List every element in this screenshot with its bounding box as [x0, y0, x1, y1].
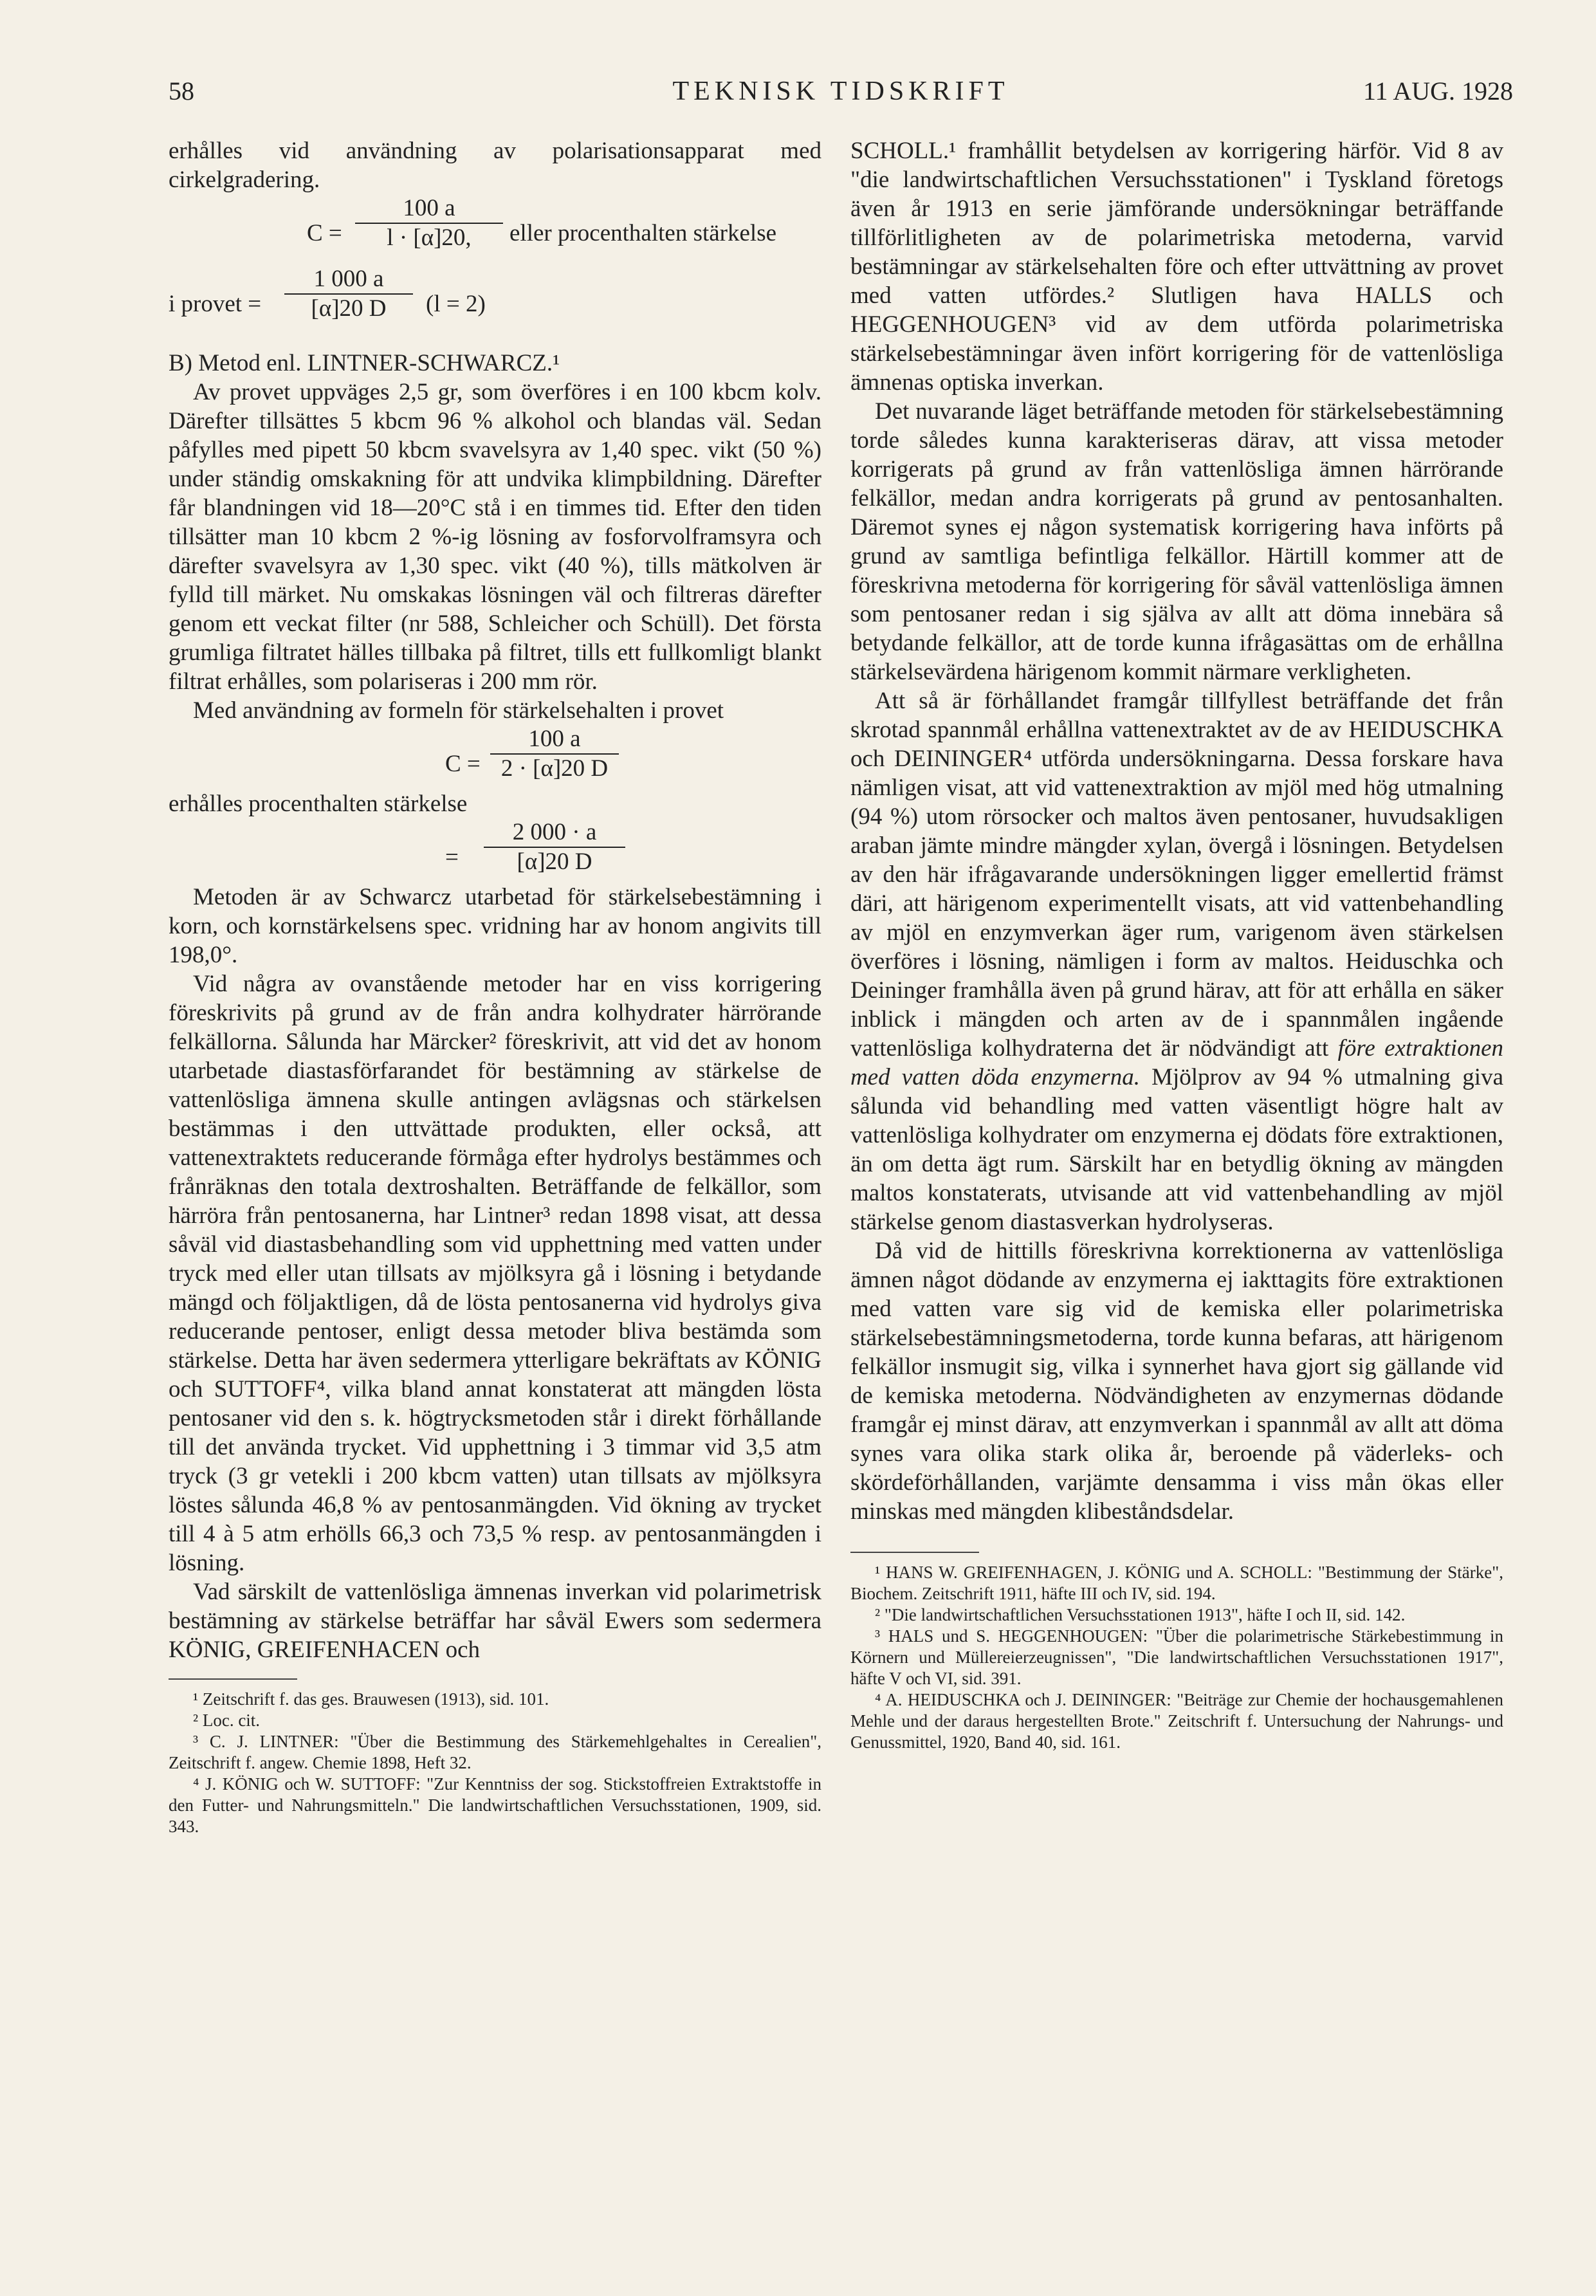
- formula-lhs: C =: [445, 751, 481, 777]
- paragraph: Metoden är av Schwarcz utarbetad för stärkelsebestämning i korn, och kornstärkelsens spec. vridning har av honom angivits till 198,0°.: [169, 884, 821, 968]
- issue-date: 11 AUG. 1928: [1363, 77, 1513, 106]
- formula-3: [169, 725, 821, 789]
- formula-lhs: =: [445, 844, 459, 870]
- page-number: 58: [169, 77, 194, 106]
- footnote: ² "Die landwirtschaftlichen Versuchsstationen 1913", häfte I och II, sid. 142.: [875, 1605, 1406, 1624]
- left-column: [169, 136, 821, 1837]
- formula-fraction: [484, 818, 625, 876]
- footnote-divider: [850, 1552, 979, 1553]
- footnote: ¹ Zeitschrift f. das ges. Brauwesen (1913), sid. 101.: [193, 1689, 549, 1709]
- emphasis-text: före extraktionen med vatten döda enzymerna.: [850, 1035, 1504, 1090]
- paragraph-text: Att så är förhållandet framgår tillfyllest beträffande det från skrotad spannmål erhållna vattenextraktet av de av HEIDUSCHKA och DEININGER⁴ utförda undersökningarna. Dessa forskare hava nämligen visat, att vid vattenextraktion av mjöl med hög utmalning (94 %) utom rörsocker och maltos även pentosaner, huvudsakligen araban jämte mindre mängder xylan, övergå i lösningen. Betydelsen av den här ifrågavarande undersökningen ligger emellertid främst däri, att härigenom experimentellt visats, att vid vattenbehandling av mjöl en enzymverkan äger rum, varigenom även stärkelsen överföres i lösning, nämligen i form av maltos. Heiduschka och Deininger framhålla även på grund härav, att för att erhålla en säker inblick i mängden och arten av de i spannmålen ingående vattenlösliga kolhydraterna det är nödvändigt att: [850, 688, 1503, 1061]
- formula-tail: (l = 2): [426, 291, 486, 317]
- formula-fraction: [284, 265, 413, 323]
- paragraph: erhålles procenthalten stärkelse: [169, 791, 468, 817]
- denominator: 2 · [α]20 D: [500, 755, 609, 782]
- numerator: 1 000 a: [313, 266, 384, 292]
- formula-2: [169, 265, 821, 349]
- section-heading: B) Metod enl. LINTNER-SCHWARCZ.¹: [169, 350, 560, 376]
- right-column: [850, 136, 1503, 1753]
- numerator: 100 a: [403, 195, 455, 221]
- page-header: [169, 76, 1513, 115]
- formula-tail: eller procenthalten stärkelse: [509, 220, 777, 246]
- paragraph: Med användning av formeln för stärkelsehalten i provet: [193, 697, 724, 724]
- footnote: ⁴ J. KÖNIG och W. SUTTOFF: "Zur Kenntniss der sog. Stickstoffreien Extraktstoffe in den Futter- und Nahrungsmitteln." Die landwirtschaftlichen Versuchsstationen, 1909, sid. 343.: [169, 1774, 821, 1836]
- footnote: ¹ HANS W. GREIFENHAGEN, J. KÖNIG und A. SCHOLL: "Bestimmung der Stärke", Biochem. Zeitschrift 1911, häfte III och IV, sid. 194.: [850, 1563, 1503, 1603]
- paragraph: [850, 686, 1503, 1236]
- paragraph: SCHOLL.¹ framhållit betydelsen av korrigering härför. Vid 8 av "die landwirtschaftlichen Versuchsstationen" i Tyskland företogs även år 1913 en serie jämförande undersökningar beträffande tillförlitligheten av de polarimetriska metoderna, varvid bestämningar av stärkelsehalten före och efter uttvättning av provet med vatten utfördes.² Slutligen hava HALLS och HEGGENHOUGEN³ vid av dem utförda polarimetriska stärkelsebestämningar även infört korrigering för de vattenlösliga ämnenas optiska inverkan.: [850, 138, 1503, 396]
- paragraph: erhålles vid användning av polarisationsapparat med cirkelgradering.: [169, 138, 821, 193]
- formula-1: [169, 194, 821, 265]
- numerator: 2 000 · a: [512, 819, 597, 845]
- formula-4: [169, 818, 821, 883]
- paragraph: Då vid de hittills föreskrivna korrektionerna av vattenlösliga ämnen något dödande av enzymerna ej iakttagits före extraktionen med vatten vare sig vid de kemiska eller polarimetriska stärkelsebestämningsmetoderna, torde kunna befaras, att härigenom felkällor insmugit sig, vilka i synnerhet hava gjort sig gällande vid de kemiska metoderna. Nödvändigheten av enzymernas dödande framgår ej minst därav, att enzymverkan i spannmål av allt att döma synes vara olika stark olika år, beroende på väderleks- och skördeförhållanden, varjämte densamma i viss mån ökas eller minskas med mängden klibeståndsdelar.: [850, 1238, 1503, 1525]
- footnote: ² Loc. cit.: [193, 1711, 261, 1730]
- paragraph: Av provet uppväges 2,5 gr, som överföres i en 100 kbcm kolv. Därefter tillsättes 5 kbcm 96 % alkohol och blandas väl. Sedan påfylles med pipett 50 kbcm svavelsyra av 1,40 spec. vikt (50 %) under ständig omskakning för att undvika klimpbildning. Därefter får blandningen vid 18—20°C stå i en timmes tid. Efter den tiden tillsätter man 10 kbcm 2 %-ig lösning av fosforvolframsyra och därefter svavelsyra av 1,30 spec. vikt (40 %), tills mätkolven är fylld till märket. Nu omskakas lösningen väl och filtreras därefter genom ett veckat filter (nr 588, Schleicher och Schüll). Det första grumliga filtratet hälles tillbaka på filtret, tills ett fullkomligt blankt filtrat erhålles, som polariseras i 200 mm rör.: [169, 379, 821, 695]
- denominator: [α]20 D: [311, 295, 387, 322]
- paragraph: Vad särskilt de vattenlösliga ämnenas inverkan vid polarimetrisk bestämning av stärkelse beträffar har såväl Ewers som sedermera KÖNIG, GREIFENHACEN och: [169, 1579, 821, 1663]
- paragraph-text: Mjölprov av 94 % utmalning giva sålunda vid behandling med vatten väsentligt högre halt av vattenlösliga kolhydrater om enzymerna ej dödats före extraktionen, än om detta ägt rum. Särskilt har en betydlig ökning av mängden maltos konstaterats, utvisande att vid vattenbehandling av mjöl stärkelse genom diastasverkan hydrolyseras.: [850, 1064, 1503, 1235]
- denominator: [α]20 D: [517, 849, 592, 875]
- footnote: ³ C. J. LINTNER: "Über die Bestimmung des Stärkemehlgehaltes in Cerealien", Zeitschrift f. angew. Chemie 1898, Heft 32.: [169, 1732, 821, 1772]
- journal-title: TEKNISK TIDSKRIFT: [672, 77, 1009, 106]
- formula-fraction: [490, 725, 619, 783]
- numerator: 100 a: [528, 726, 581, 752]
- formula-lhs: i provet =: [169, 291, 262, 317]
- footnote: ⁴ A. HEIDUSCHKA och J. DEININGER: "Beiträge zur Chemie der hochausgemahlenen Mehle und der daraus hergestellten Brote." Zeitschrift f. Untersuchung der Nahrungs- und Genussmittel, 1920, Band 40, sid. 161.: [850, 1690, 1503, 1752]
- paragraph: Vid några av ovanstående metoder har en viss korrigering föreskrivits på grund av de från andra kolhydrater härrörande felkällorna. Sålunda har Märcker² föreskrivit, att vid det av honom utarbetade diastasförfarandet för bestämning av stärkelse de vattenlösliga ämnena skulle antingen avlägsnas och stärkelsen bestämmas i den uttvättade produkten, eller också, att vattenextraktets reducerande förmåga efter hydrolys bestämmes och frånräknas den totala dextroshalten. Beträffande de felkällor, som härröra från pentosanerna, har Lintner³ redan 1898 visat, att dessa såväl vid diastasbehandling som vid upphettning med vatten under tryck med eller utan tillsats av mjölksyra gå i lösning i betydande mängd och följaktligen, då de lösta pentosanerna vid hydrolys giva reducerande pentoser, enligt dessa metoder bliva bestämda som stärkelse. Detta har även sedermera ytterligare bekräftats av KÖNIG och SUTTOFF⁴, vilka bland annat konstaterat att mängden lösta pentosaner vid den s. k. högtrycksmetoden står i direkt förhållande till det använda trycket. Vid upphettning i 3 timmar vid 3,5 atm tryck (3 gr vetekli i 200 kbcm vatten) utan tillsats av mjölksyra löstes sålunda 46,8 % av pentosanmängden. Vid ökning av trycket till 4 à 5 atm erhölls 66,3 och 73,5 % resp. av pentosanmängden i lösning.: [169, 971, 821, 1576]
- formula-lhs: C =: [307, 220, 342, 246]
- denominator: l · [α]20,: [387, 225, 472, 251]
- formula-fraction: [355, 194, 503, 252]
- footnote-divider: [169, 1678, 297, 1680]
- footnote: ³ HALS und S. HEGGENHOUGEN: "Über die polarimetrische Stärkebestimmung in Körnern und Müllereierzeugnissen", "Die landwirtschaftlichen Versuchsstationen 1917", häfte V och VI, sid. 391.: [850, 1626, 1503, 1688]
- paragraph: Det nuvarande läget beträffande metoden för stärkelsebestämning torde således kunna karakteriseras därav, att vissa metoder korrigerats på grund av från vattenlösliga ämnen härrörande felkällor, medan andra korrigerats på grund av pentosanhalten. Däremot synes ej någon systematisk korrigering hava införts på grund av samtliga befintliga felkällor. Härtill kommer att de föreskrivna metoderna för korrigering för såväl vattenlösliga ämnen som pentosaner redan i sig själva av allt att döma innebära så betydande felkällor, att de torde kunna ifrågasättas om de erhållna stärkelsevärdena härigenom kommit närmare verkligheten.: [850, 398, 1503, 685]
